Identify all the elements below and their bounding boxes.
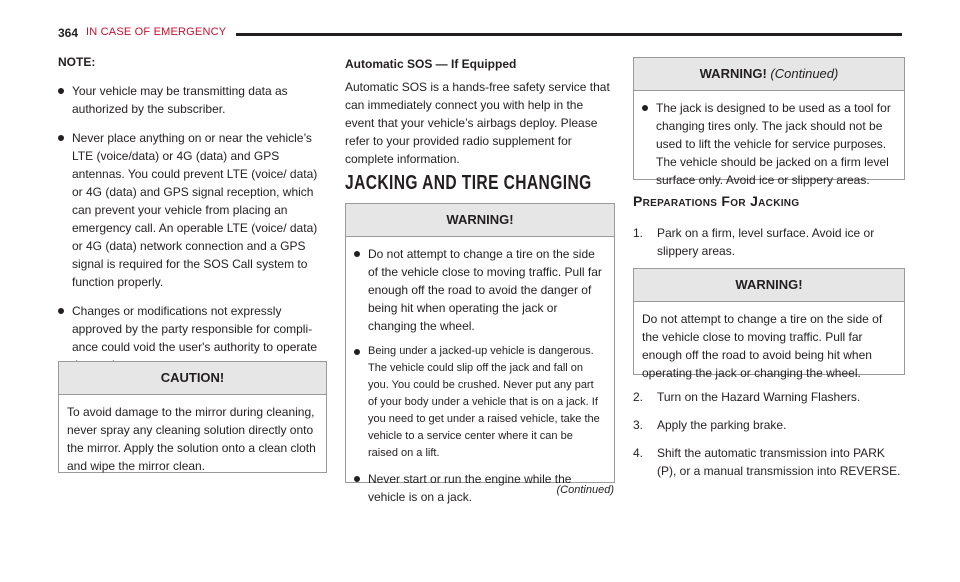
- warning-bullet: Never start or run the engine while the vehicle is on a jack.: [354, 470, 604, 506]
- warning-continued-bullet-list: [642, 99, 894, 189]
- warning-box-2: [633, 268, 905, 380]
- warning-bullet-list: [354, 245, 604, 506]
- sos-paragraph: Automatic SOS is a hands-free safety service that can immediately connect you with help in the event that your vehicle’s airbags deploy. Please refer to your provided radio supplement for complete information.: [345, 80, 610, 166]
- note-bullet: Never place anything on or near the vehicle’s LTE (voice/data) or 4G (data) and GPS antennas. You could prevent LTE (voice/ data) or 4G (data) and GPS signal reception, which can prevent your vehicle from placing an emergency call. An operable LTE (voice/ data) or 4G (data) network connection and a GPS signal is required for the SOS Call system to function properly.: [58, 129, 326, 291]
- warning-continued-suffix: (Continued): [770, 66, 839, 81]
- warning-2-text: Do not attempt to change a tire on the side of the vehicle close to moving traffic. Pull far enough off the road to avoid being hit when operating the jack or changing the wheel.: [642, 312, 883, 380]
- caution-title: CAUTION!: [59, 362, 326, 395]
- step-number: 4.: [633, 446, 644, 460]
- steps-list-b: [633, 388, 903, 480]
- warning-bullet: Being under a jacked-up vehicle is dangerous. The vehicle could slip off the jack and fall on you. You could be crushed. Never put any part of your body under a vehicle that is on a jack. If you need to get under a raised vehicle, take the vehicle to a service center where it can be raised on a lift.: [354, 343, 604, 462]
- step-text: Apply the parking brake.: [657, 418, 787, 432]
- caution-box: [58, 361, 327, 473]
- step-item: [633, 388, 903, 406]
- warning-bullet: Do not attempt to change a tire on the side of the vehicle close to moving traffic. Pull far enough off the road to avoid the danger of being hit when operating the jack or changing the wheel.: [354, 245, 604, 335]
- preparations-heading: Preparations For Jacking: [633, 193, 800, 209]
- step-item: [633, 224, 903, 260]
- sos-title: Automatic SOS — If Equipped: [345, 57, 517, 71]
- step-item: [633, 444, 903, 480]
- section-title: IN CASE OF EMERGENCY: [86, 26, 227, 38]
- step-text: Shift the automatic transmission into PARK (P), or a manual transmission into REVERSE.: [657, 446, 901, 478]
- step-number: 3.: [633, 418, 644, 432]
- step-text: Park on a firm, level surface. Avoid ice or slippery areas.: [657, 226, 875, 258]
- step-number: 2.: [633, 390, 644, 404]
- note-bullet-list: [58, 82, 326, 385]
- step-number: 1.: [633, 226, 644, 240]
- note-bullet: Changes or modifications not expressly approved by the party responsible for compli- ance could void the user's authority to operate: [58, 302, 326, 374]
- warning-continued-title: [634, 58, 904, 91]
- warning-2-title: WARNING!: [634, 269, 904, 302]
- step-text: Turn on the Hazard Warning Flashers.: [657, 390, 861, 404]
- jacking-heading: JACKING AND TIRE CHANGING: [345, 172, 592, 194]
- step-item: [633, 416, 903, 434]
- header-rule: [236, 33, 902, 36]
- warning-title: WARNING!: [346, 204, 614, 237]
- page-header: [58, 26, 902, 42]
- warning-continued-bullet: The jack is designed to be used as a tool for changing tires only. The jack should not be used to lift the vehicle for service purposes. The vehicle should be jacked on a firm level surface only. Avoid ice or slippery areas.: [642, 99, 894, 189]
- continued-label: (Continued): [556, 484, 614, 496]
- warning-continued-box: [633, 57, 905, 187]
- page-number: 364: [58, 26, 79, 40]
- warning-continued-title-text: WARNING!: [699, 66, 767, 81]
- note-bullet: Your vehicle may be transmitting data as authorized by the subscriber.: [58, 82, 326, 118]
- caution-text: To avoid damage to the mirror during cleaning, never spray any cleaning solution directly onto the mirror. Apply the solution onto a clean cloth and wipe the mirror clean.: [67, 405, 316, 473]
- steps-list-a: [633, 224, 903, 260]
- note-title: NOTE:: [58, 55, 96, 69]
